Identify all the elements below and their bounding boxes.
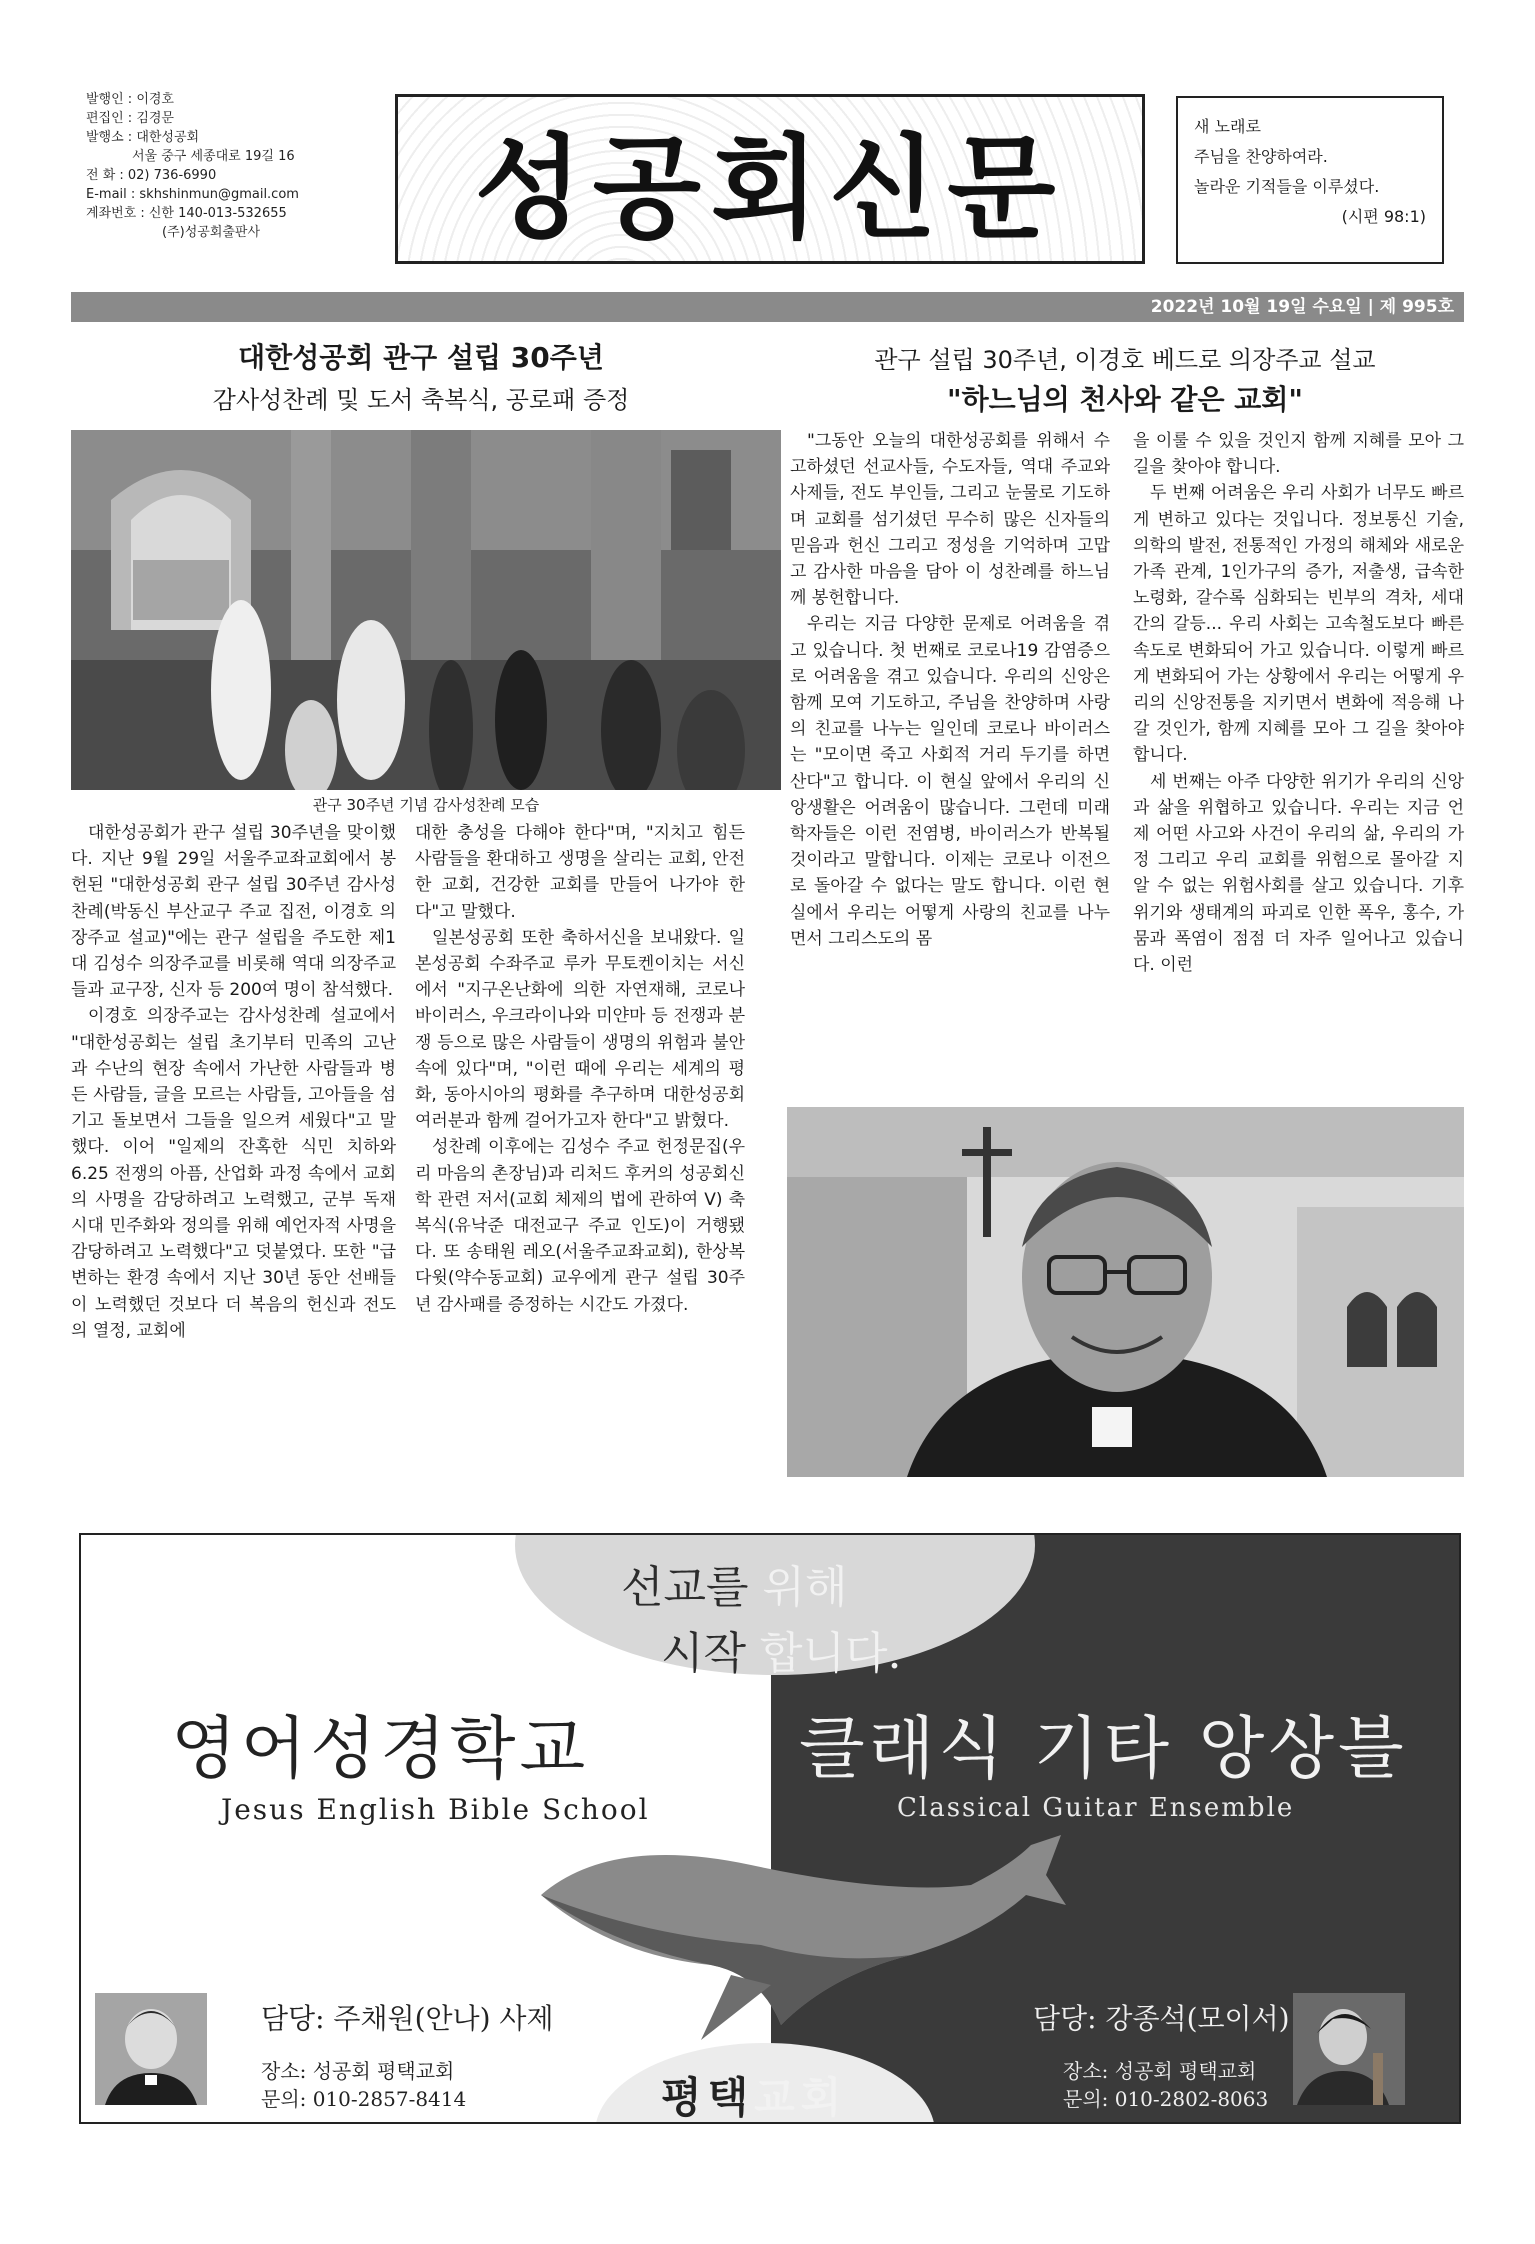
left-place: 장소: 성공회 평택교회 [261,2059,455,2083]
verse-line: 놀라운 기적들을 이루셨다. [1194,177,1380,196]
paragraph: "그동안 오늘의 대한성공회를 위해서 수고하셨던 선교사들, 수도자들, 역대 주교와 사제들, 전도 부인들, 그리고 눈물로 기도하며 교회를 섬기셨던 무수히 많은 신자들의 믿음과 헌신 그리고 정성을 기억하며 고맙고 감사한 마음을 담아 이 성찬례를 하느님께 봉헌합니다. [790,431,1110,609]
phone-line: 전 화 : 02) 736-6990 [86,168,217,183]
left-contact-person: 담당: 주채원(안나) 사제 [261,2002,554,2035]
publisher-line: 발행인 : 이경호 [86,92,174,107]
ad-tagline-line2: 시작 합니다. [661,1628,902,1679]
whale-illustration [531,1825,1071,2045]
right-article-column-1 [790,428,1110,952]
newspaper-title: 성공회신문 [474,122,1066,254]
left-phone: 문의: 010-2857-8414 [261,2087,467,2111]
ad-tagline-line1: 선교를 위해 [621,1562,848,1613]
church-name: 평택교회 [661,2073,848,2122]
paragraph: 을 이룰 수 있을 것인지 함께 지혜를 모아 그 길을 찾아야 합니다. [1133,431,1464,478]
date-issue-bar: 2022년 10월 19일 수요일 | 제 995호 [71,292,1464,322]
right-headline: "하느님의 천사와 같은 교회" [947,383,1303,416]
paragraph: 우리는 지금 다양한 문제로 어려움을 겪고 있습니다. 첫 번째로 코로나19 감염증으로 어려움을 겪고 있습니다. 우리의 신앙은 함께 모여 기도하고, 주님을 찬양하며 사랑의 친교를 나누는 일인데 코로나 바이러스는 "모이면 죽고 사회적 거리 두기를 하면 산다"고 합니다. 이 현실 앞에서 우리의 신앙생활은 어려움이 많습니다. 그런데 미래학자들은 이런 전염병, 바이러스가 반복될 것이라고 말합니다. 이제는 코로나 이전으로 돌아갈 수 없다는 말도 합니다. 이런 현실에서 우리는 어떻게 사랑의 친교를 나누면서 그리스도의 몸 [790,614,1110,949]
right-article-column-2 [1133,428,1464,978]
left-subhead: 감사성찬례 및 도서 축복식, 공로패 증정 [212,386,630,414]
service-photo [71,430,781,790]
left-article-column-2 [415,820,745,1318]
left-article-column-1 [71,820,396,1344]
publisher-info [86,90,386,242]
guitar-ensemble-title: 클래식 기타 앙상블 [799,1710,1408,1789]
account-line: 계좌번호 : 신한 140-013-532655 [86,206,287,221]
newspaper-logo [395,94,1145,264]
bishop-portrait-photo [787,1107,1464,1477]
editor-line: 편집인 : 김경문 [86,111,174,126]
bible-verse-box [1176,96,1444,264]
paragraph: 성찬례 이후에는 김성수 주교 헌정문집(우리 마음의 촌장님)과 리처드 후커의 성공회신학 관련 저서(교회 체제의 법에 관하여 V) 축복식(유낙준 대전교구 주교 인도)이 거행됐다. 또 송태원 레오(서울주교좌교회), 한상복 다윗(약수동교회) 교우에게 관구 설립 30주년 감사패를 증정하는 시간도 가졌다. [415,1137,745,1315]
left-location-info [261,2057,466,2113]
church-advertisement [79,1533,1461,2124]
paragraph: 대한성공회가 관구 설립 30주년을 맞이했다. 지난 9월 29일 서울주교좌교회에서 봉헌된 "대한성공회 관구 설립 30주년 감사성찬례(박동신 부산교구 주교 집전, 이경호 의장주교 설교)"에는 관구 설립을 주도한 제1대 김성수 의장주교를 비롯해 역대 의장주교들과 교구장, 신자 등 200여 명이 참석했다. [71,823,396,1001]
english-bible-school-subtitle: Jesus English Bible School [221,1793,650,1826]
email-line: E-mail : skhshinmun@gmail.com [86,187,299,202]
right-kicker: 관구 설립 30주년, 이경호 베드로 의장주교 설교 [874,346,1376,374]
paragraph: 이경호 의장주교는 감사성찬례 설교에서 "대한성공회는 설립 초기부터 민족의 고난과 수난의 현장 속에서 가난한 사람들과 병든 사람들, 글을 모르는 사람들, 고아들을 섬기고 돌보면서 그들을 일으켜 세웠다"고 말했다. 이어 "일제의 잔혹한 식민 치하와 6.25 전쟁의 아픔, 산업화 과정 속에서 교회의 사명을 감당하려고 노력했고, 군부 독재 시대 민주화와 정의를 위해 예언자적 사명을 감당하려고 노력했다"고 덧붙였다. 또한 "급변하는 환경 속에서 지난 30년 동안 선배들이 노력했던 것보다 더 복음의 헌신과 전도의 열정, 교회에 [71,1006,396,1341]
right-place: 장소: 성공회 평택교회 [1063,2059,1257,2083]
guitar-ensemble-subtitle: Classical Guitar Ensemble [897,1793,1295,1823]
instructor-photo-right [1293,1993,1405,2105]
address-line: 서울 중구 세종대로 19길 16 [132,149,295,164]
publisher-company: (주)성공회출판사 [162,225,261,240]
verse-line: 새 노래로 [1194,117,1261,136]
right-contact-person: 담당: 강종석(모이서) [1033,2002,1290,2035]
paragraph: 두 번째 어려움은 우리 사회가 너무도 빠르게 변하고 있다는 것입니다. 정보통신 기술, 의학의 발전, 전통적인 가정의 해체와 새로운 가족 관계, 1인가구의 증가, 저출생, 급속한 노령화, 갈수록 심화되는 빈부의 격차, 세대 간의 갈등... 우리 사회는 고속철도보다 빠른 속도로 변화되어 가고 있습니다. 이렇게 빠르게 변화되어 가는 상황에서 우리는 어떻게 우리의 신앙전통을 지키면서 변화에 적응해 나갈 것인가, 함께 지혜를 모아 그 길을 찾아야 합니다. [1133,483,1464,766]
verse-line: 주님을 찬양하여라. [1194,147,1328,166]
english-bible-school-title: 영어성경학교 [171,1710,590,1789]
paragraph: 세 번째는 아주 다양한 위기가 우리의 신앙과 삶을 위협하고 있습니다. 우리는 지금 언제 어떤 사고와 사건이 우리의 삶, 우리의 가정 그리고 우리 교회를 위험으로 몰아갈 지 알 수 없는 위험사회를 살고 있습니다. 기후위기와 생태계의 파괴로 인한 폭우, 홍수, 가뭄과 폭염이 점점 더 자주 일어나고 있습니다. 이런 [1133,771,1464,976]
photo-caption: 관구 30주년 기념 감사성찬례 모습 [312,796,540,814]
right-location-info [1063,2057,1268,2113]
verse-reference: (시편 98:1) [1341,207,1426,226]
issuer-line: 발행소 : 대한성공회 [86,130,200,145]
instructor-photo-left [95,1993,207,2105]
left-headline: 대한성공회 관구 설립 30주년 [238,341,604,374]
paragraph: 일본성공회 또한 축하서신을 보내왔다. 일본성공회 수좌주교 루카 무토켄이치는 서신에서 "지구온난화에 의한 자연재해, 코로나 바이러스, 우크라이나와 미얀마 등 전쟁과 분쟁 등으로 많은 사람들이 생명의 위험과 불안 속에 있다"며, "이런 때에 우리는 세계의 평화, 동아시아의 평화를 추구하며 대한성공회 여러분과 함께 걸어가고자 한다"고 밝혔다. [415,927,745,1132]
right-phone: 문의: 010-2802-8063 [1063,2087,1269,2111]
paragraph: 대한 충성을 다해야 한다"며, "지치고 힘든 사람들을 환대하고 생명을 살리는 교회, 안전한 교회, 건강한 교회를 만들어 나가야 한다"고 말했다. [415,823,746,922]
